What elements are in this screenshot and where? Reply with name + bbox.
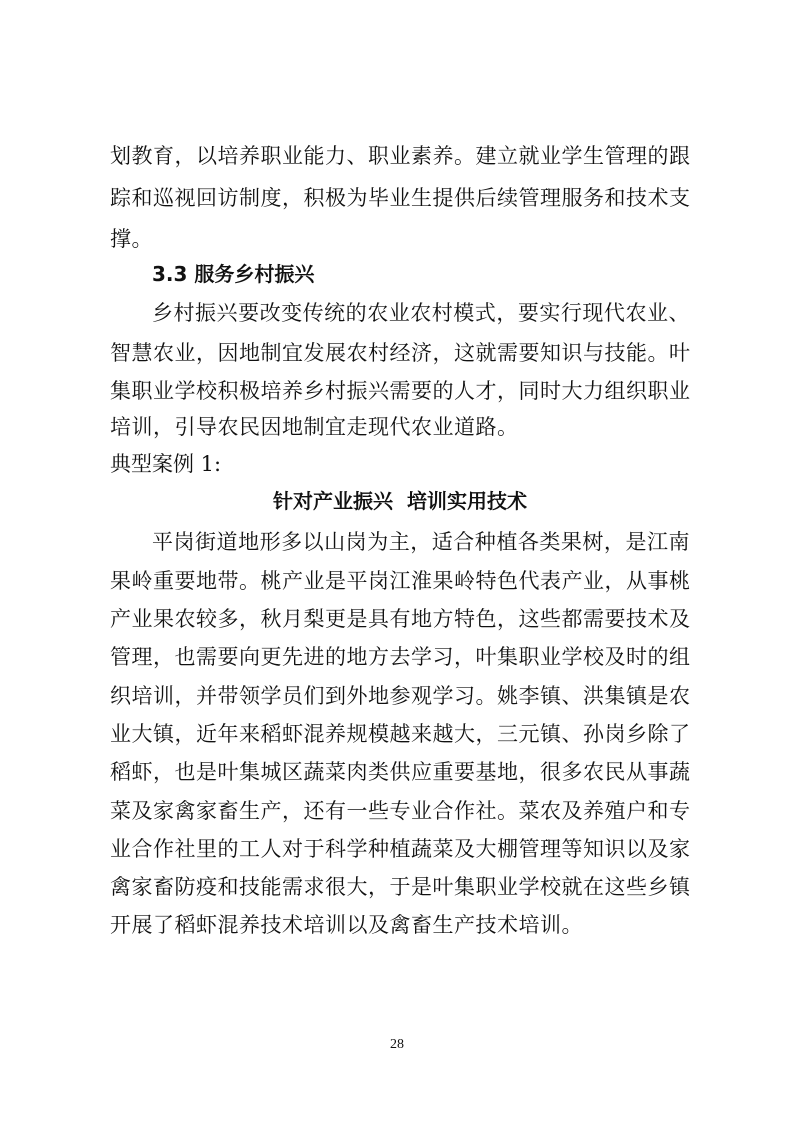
section-paragraph-line: 乡村振兴要改变传统的农业农村模式，要实行现代农业、 xyxy=(152,301,690,325)
intro-line: 划教育，以培养职业能力、职业素养。建立就业学生管理的跟 xyxy=(110,144,691,168)
case-paragraph-line: 果岭重要地带。桃产业是平岗江淮果岭特色代表产业，从事桃 xyxy=(110,569,691,593)
intro-line: 撑。 xyxy=(110,227,153,251)
section-heading: 3.3 服务乡村振兴 xyxy=(152,262,315,286)
case-paragraph-line: 平岗街道地形多以山岗为主，适合种植各类果树，是江南 xyxy=(152,530,690,554)
case-paragraph-line: 织培训，并带领学员们到外地参观学习。姚李镇、洪集镇是农 xyxy=(110,684,691,708)
case-paragraph-line: 管理，也需要向更先进的地方去学习，叶集职业学校及时的组 xyxy=(110,645,691,669)
case-paragraph-line: 开展了稻虾混养技术培训以及禽畜生产技术培训。 xyxy=(110,913,583,937)
section-paragraph-line: 智慧农业，因地制宜发展农村经济，这就需要知识与技能。叶 xyxy=(110,341,691,365)
case-paragraph-line: 稻虾，也是叶集城区蔬菜肉类供应重要基地，很多农民从事蔬 xyxy=(110,760,691,784)
case-title: 针对产业振兴 培训实用技术 xyxy=(273,489,527,513)
section-paragraph-line: 培训，引导农民因地制宜走现代农业道路。 xyxy=(110,415,519,439)
section-paragraph-line: 集职业学校积极培养乡村振兴需要的人才，同时大力组织职业 xyxy=(110,379,691,403)
page-number: 28 xyxy=(390,1037,404,1052)
case-paragraph-line: 业大镇，近年来稻虾混养规模越来越大，三元镇、孙岗乡除了 xyxy=(110,722,691,746)
intro-line: 踪和巡视回访制度，积极为毕业生提供后续管理服务和技术支 xyxy=(110,186,691,210)
case-paragraph-line: 禽家畜防疫和技能需求很大，于是叶集职业学校就在这些乡镇 xyxy=(110,875,691,899)
case-label: 典型案例 1: xyxy=(110,452,222,476)
case-paragraph-line: 产业果农较多，秋月梨更是具有地方特色，这些都需要技术及 xyxy=(110,607,691,631)
case-paragraph-line: 菜及家禽家畜生产，还有一些专业合作社。菜农及养殖户和专 xyxy=(110,799,691,823)
case-paragraph-line: 业合作社里的工人对于科学种植蔬菜及大棚管理等知识以及家 xyxy=(110,837,691,861)
